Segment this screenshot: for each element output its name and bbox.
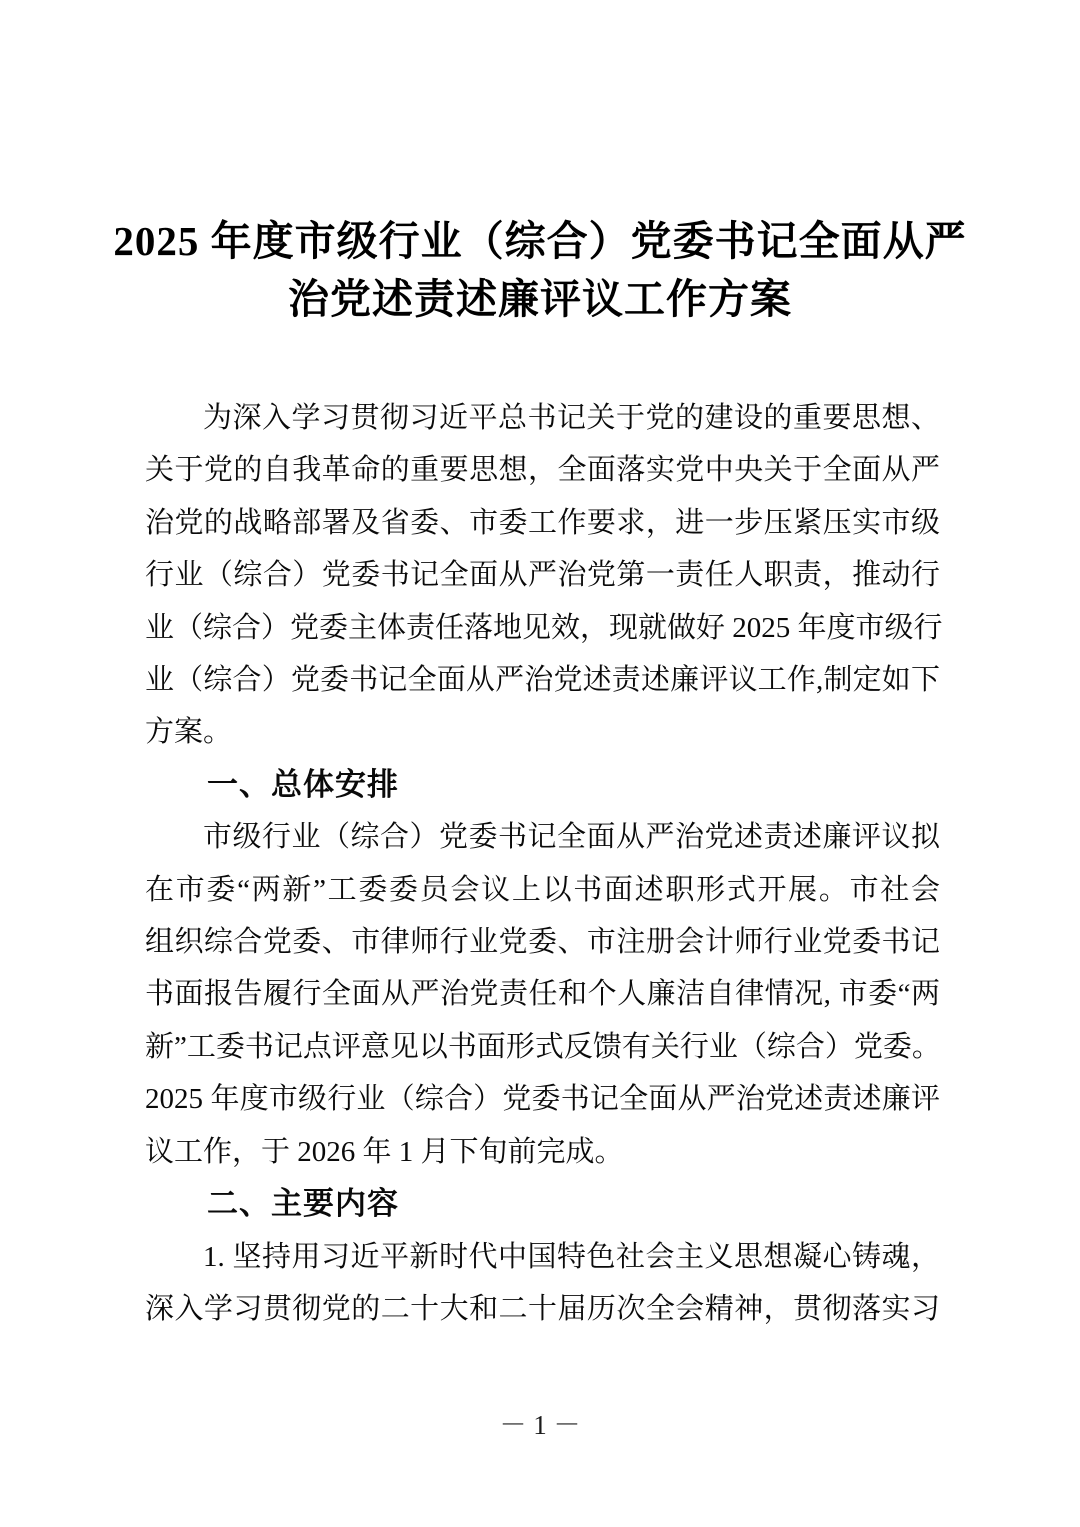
- section-heading-2: 二、主要内容: [207, 1186, 399, 1222]
- paragraph-line: 业（综合）党委书记全面从严治党述责述廉评议工作,制定如下: [145, 664, 940, 697]
- paragraph-line: 书面报告履行全面从严治党责任和个人廉洁自律情况, 市委“两: [145, 978, 940, 1011]
- paragraph-line: 议工作，于 2026 年 1 月下旬前完成。: [145, 1135, 624, 1168]
- paragraph-line: 方案。: [145, 716, 233, 749]
- paragraph-line: 业（综合）党委主体责任落地见效，现就做好 2025 年度市级行: [145, 611, 943, 644]
- paragraph-line: 市级行业（综合）党委书记全面从严治党述责述廉评议拟: [203, 821, 940, 854]
- paragraph-line: 组织综合党委、市律师行业党委、市注册会计师行业党委书记: [145, 926, 940, 959]
- paragraph-line: 新”工委书记点评意见以书面形式反馈有关行业（综合）党委。: [145, 1030, 941, 1063]
- paragraph-line: 为深入学习贯彻习近平总书记关于党的建设的重要思想、: [203, 402, 940, 434]
- section-heading-1: 一、总体安排: [207, 766, 399, 802]
- title-line-1: 2025 年度市级行业（综合）党委书记全面从严: [113, 218, 967, 264]
- paragraph-line: 行业（综合）党委书记全面从严治党第一责任人职责，推动行: [145, 559, 940, 592]
- paragraph-line: 治党的战略部署及省委、市委工作要求，进一步压紧压实市级: [145, 506, 940, 539]
- paragraph-line: 2025 年度市级行业（综合）党委书记全面从严治党述责述廉评: [145, 1083, 940, 1116]
- document-title: [0, 212, 1080, 328]
- title-line-2: 治党述责述廉评议工作方案: [288, 276, 792, 322]
- paragraph-line: 1. 坚持用习近平新时代中国特色社会主义思想凝心铸魂，: [203, 1240, 940, 1273]
- paragraph-line: 深入学习贯彻党的二十大和二十届历次全会精神，贯彻落实习: [145, 1292, 940, 1325]
- page-number: － 1 －: [499, 1410, 581, 1440]
- document-body: [145, 392, 943, 1335]
- paragraph-line: 在市委“两新”工委委员会议上以书面述职形式开展。市社会: [145, 873, 940, 906]
- paragraph-line: 关于党的自我革命的重要思想，全面落实党中央关于全面从严: [145, 454, 940, 487]
